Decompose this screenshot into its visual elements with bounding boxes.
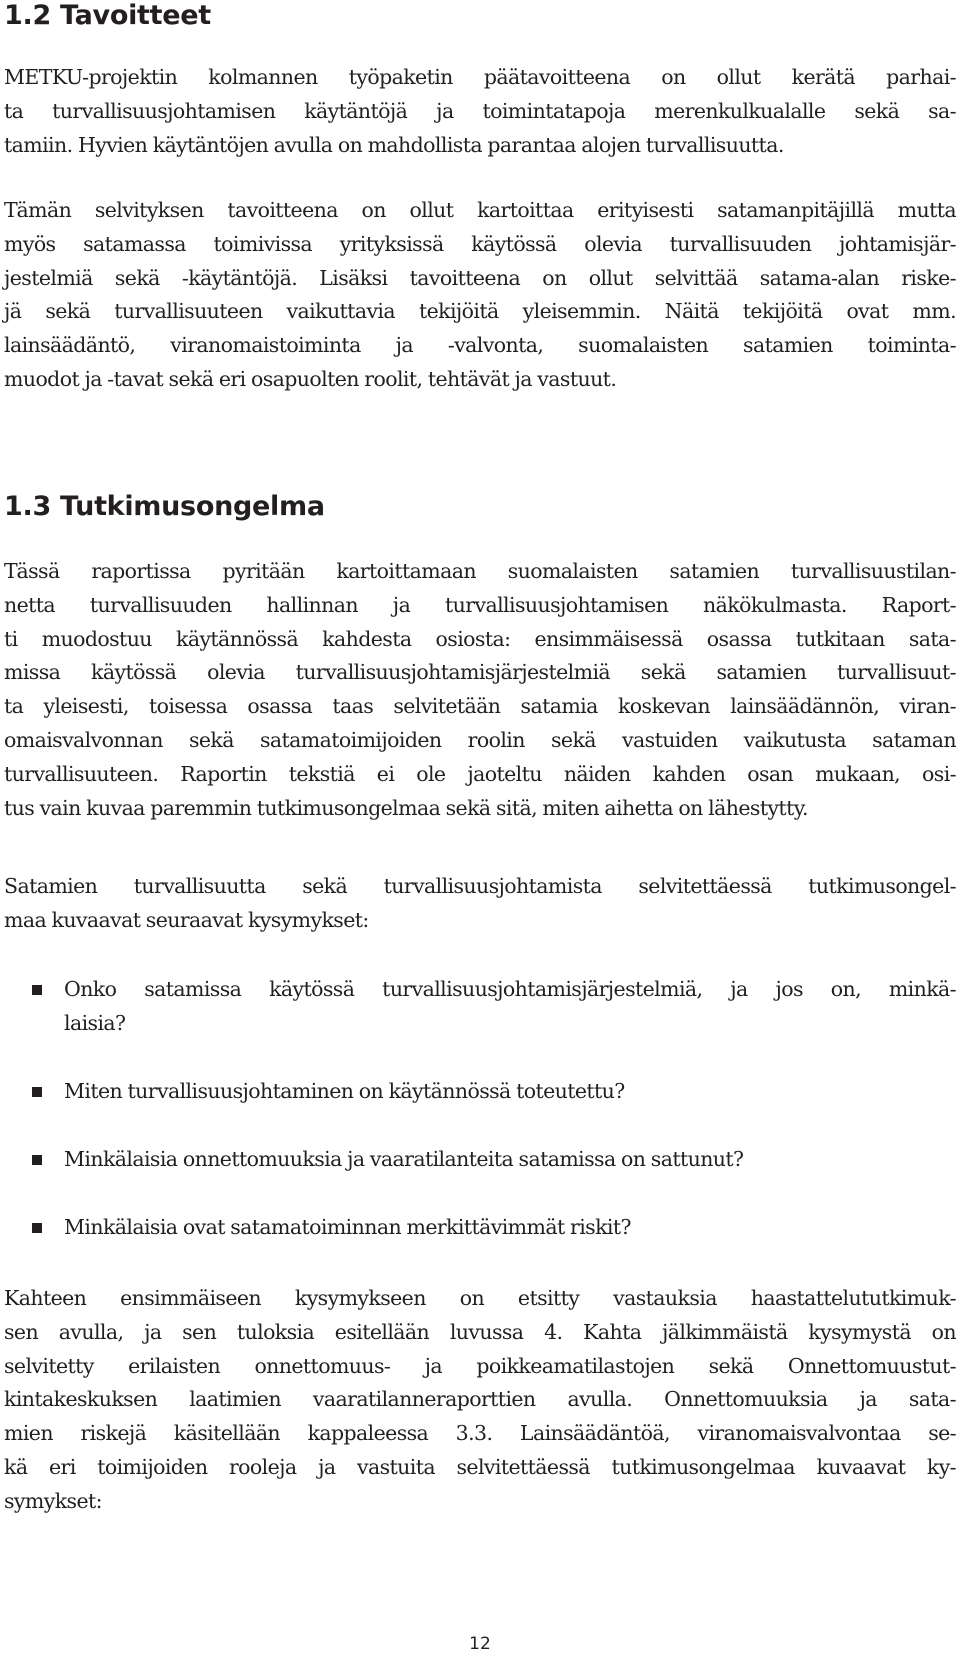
page-number: 12: [469, 1634, 491, 1654]
text-line: lainsäädäntö, viranomaistoiminta ja -valvonta, suomalaisten satamien toiminta-: [4, 333, 956, 358]
text-line: Tämän selvityksen tavoitteena on ollut kartoittaa erityisesti satamanpitäjillä mutta: [4, 198, 956, 222]
text-line: missa käytössä olevia turvallisuusjohtamisjärjestelmiä sekä satamien turvallisuut-: [4, 660, 956, 685]
paragraph-goals-detail: [4, 194, 956, 397]
text-line: tus vain kuvaa paremmin tutkimusongelmaa sekä sitä, miten aihetta on lähestytty.: [4, 795, 808, 820]
question-text: [64, 1211, 956, 1245]
text-line: tamiin. Hyvien käytäntöjen avulla on mahdollista parantaa alojen turvallisuutta.: [4, 132, 784, 157]
text-line: ta yleisesti, toisessa osassa taas selvitetään satamia koskevan lainsäädännön, viran-: [4, 694, 956, 719]
text-line: kä eri toimijoiden rooleja ja vastuita selvitettäessä tutkimusongelmaa kuvaavat ky-: [4, 1454, 956, 1479]
text-line: ti muodostuu käytännössä kahdesta osiosta: ensimmäisessä osassa tutkitaan sata-: [4, 626, 956, 651]
text-line: Minkälaisia ovat satamatoiminnan merkittävimmät riskit?: [64, 1215, 631, 1239]
text-line: kintakeskuksen laatimien vaaratilanneraporttien avulla. Onnettomuuksia ja sata-: [4, 1387, 956, 1412]
section-heading-1-3: [4, 491, 325, 523]
text-line: jä sekä turvallisuuteen vaikuttavia tekijöitä yleisemmin. Näitä tekijöitä ovat mm.: [4, 299, 956, 324]
text-line: Kahteen ensimmäiseen kysymykseen on etsitty vastauksia haastattelututkimuk-: [4, 1286, 956, 1310]
text-line: ta turvallisuusjohtamisen käytäntöjä ja toimintatapoja merenkulkualalle sekä sa-: [4, 98, 956, 123]
paragraph-questions-intro: [4, 870, 956, 938]
square-bullet-icon: [32, 1155, 42, 1165]
text-line: omaisvalvonnan sekä satamatoimijoiden roolin sekä vastuiden vaikutusta sataman: [4, 727, 956, 752]
text-line: mien riskejä käsitellään kappaleessa 3.3. Lainsäädäntöä, viranomaisvalvontaa se-: [4, 1421, 956, 1446]
paragraph-problem-intro: [4, 555, 956, 825]
paragraph-methods: [4, 1282, 956, 1519]
section-heading-1-2: [4, 0, 211, 32]
section-number: 1.2: [4, 0, 51, 31]
text-line: maa kuvaavat seuraavat kysymykset:: [4, 907, 369, 932]
text-line: netta turvallisuuden hallinnan ja turvallisuusjohtamisen näkökulmasta. Raport-: [4, 592, 956, 617]
square-bullet-icon: [32, 1223, 42, 1233]
section-title: Tavoitteet: [60, 0, 211, 31]
text-line: myös satamassa toimivissa yrityksissä käytössä olevia turvallisuuden johtamisjär-: [4, 231, 956, 256]
text-line: muodot ja -tavat sekä eri osapuolten roolit, tehtävät ja vastuut.: [4, 366, 617, 391]
section-title: Tutkimusongelma: [60, 491, 325, 522]
text-line: Miten turvallisuusjohtaminen on käytännössä toteutettu?: [64, 1079, 625, 1103]
square-bullet-icon: [32, 1087, 42, 1097]
square-bullet-icon: [32, 985, 42, 995]
text-line: selvitetty erilaisten onnettomuus- ja poikkeamatilastojen sekä Onnettomuustut-: [4, 1353, 956, 1378]
text-line: Satamien turvallisuutta sekä turvallisuusjohtamista selvitettäessä tutkimusongel-: [4, 874, 956, 898]
text-line: Tässä raportissa pyritään kartoittamaan suomalaisten satamien turvallisuustilan-: [4, 559, 956, 583]
section-number: 1.3: [4, 491, 51, 522]
text-line: turvallisuuteen. Raportin tekstiä ei ole jaoteltu näiden kahden osan mukaan, osi-: [4, 761, 956, 786]
text-line: symykset:: [4, 1488, 102, 1513]
text-line: Minkälaisia onnettomuuksia ja vaaratilanteita satamissa on sattunut?: [64, 1147, 744, 1171]
paragraph-goals-intro: [4, 61, 956, 162]
question-text: [64, 1075, 956, 1109]
text-line: laisia?: [64, 1010, 126, 1035]
text-line: METKU-projektin kolmannen työpaketin päätavoitteena on ollut kerätä parhai-: [4, 65, 956, 89]
text-line: Onko satamissa käytössä turvallisuusjohtamisjärjestelmiä, ja jos on, minkä-: [64, 977, 956, 1001]
text-line: sen avulla, ja sen tuloksia esitellään luvussa 4. Kahta jälkimmäistä kysymystä on: [4, 1319, 956, 1344]
text-line: jestelmiä sekä -käytäntöjä. Lisäksi tavoitteena on ollut selvittää satama-alan riske-: [4, 265, 956, 290]
question-text: [64, 973, 956, 1041]
question-text: [64, 1143, 956, 1177]
